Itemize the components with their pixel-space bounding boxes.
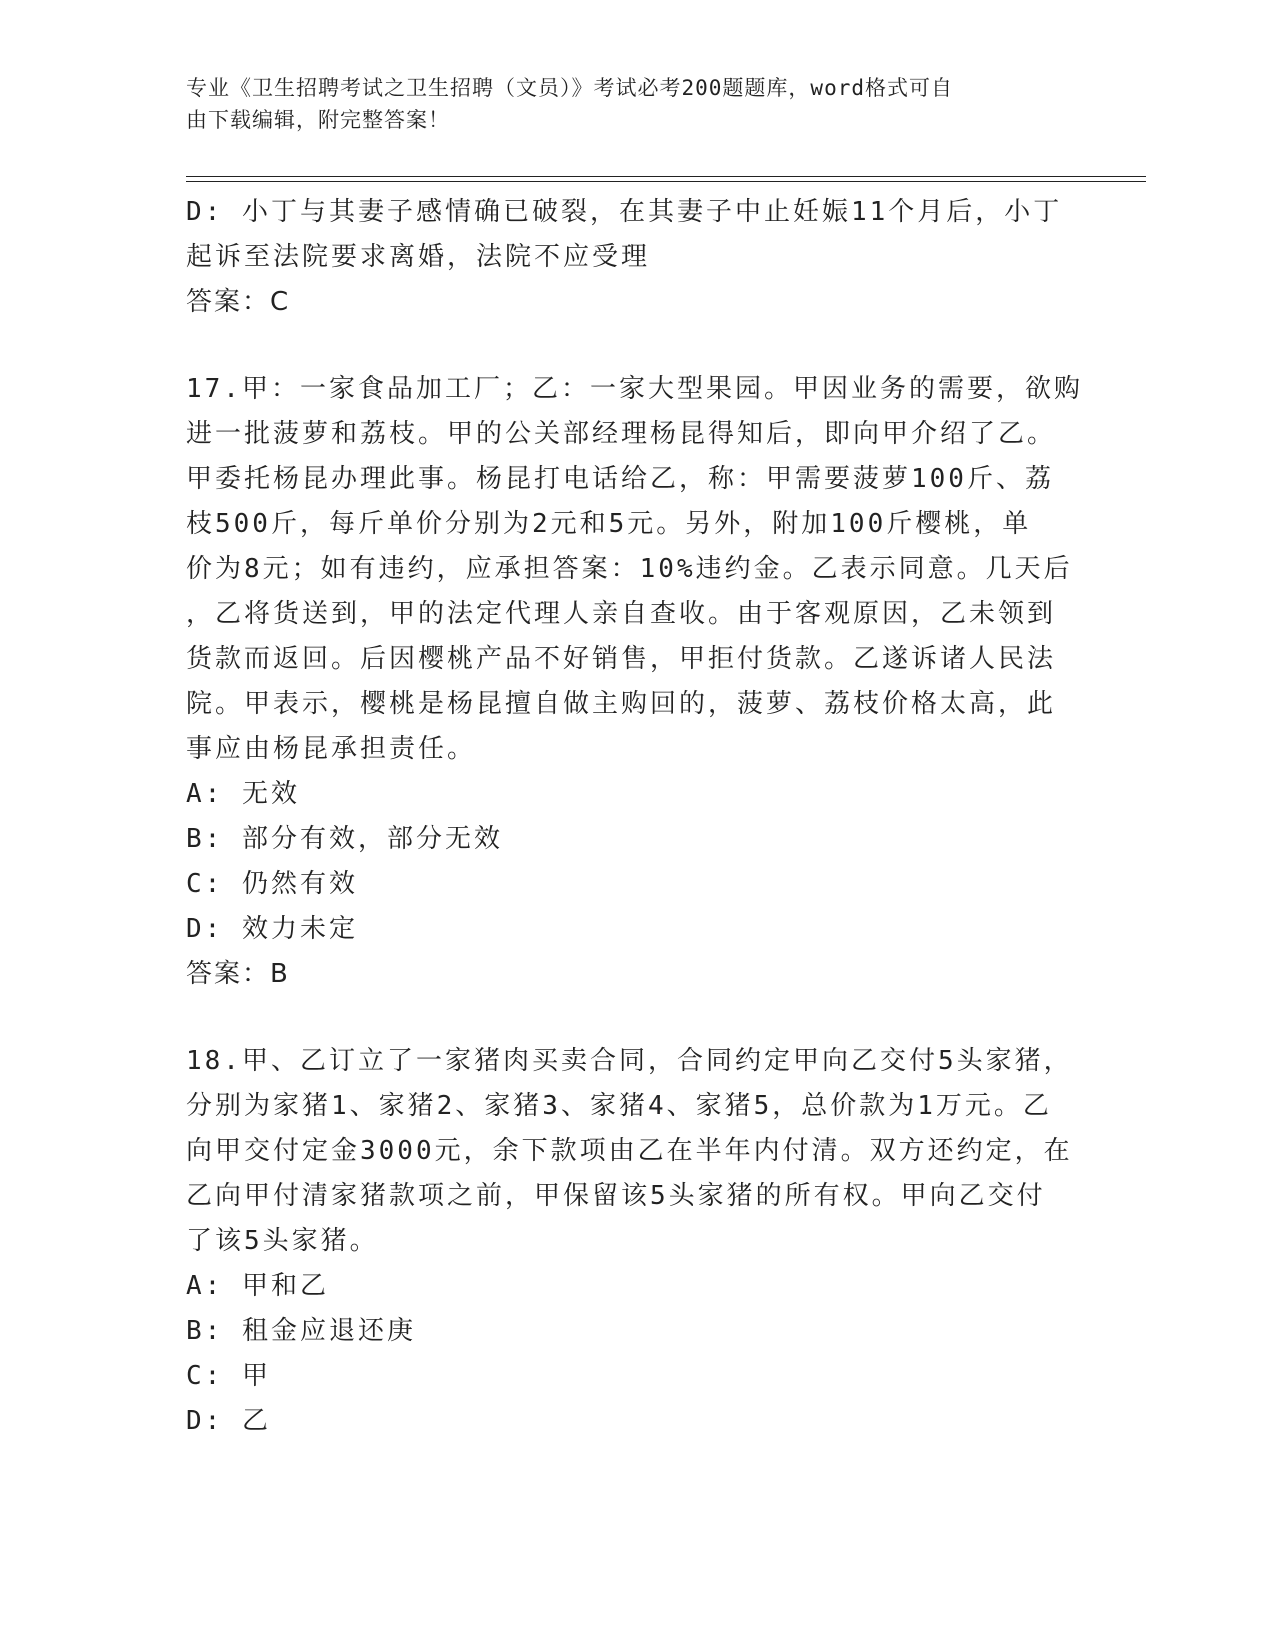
question-18-option-a: A: 甲和乙 <box>186 1271 329 1301</box>
question-17-option-c: C: 仍然有效 <box>186 869 358 899</box>
question-17-line-7: 货款而返回。后因樱桃产品不好销售，甲拒付货款。乙遂诉诸人民法 <box>186 644 1057 674</box>
header-line-2: 由下载编辑，附完整答案！ <box>186 108 450 132</box>
header-line-1: 专业《卫生招聘考试之卫生招聘（文员）》考试必考200题题库，word格式可自 <box>186 76 953 100</box>
document-body <box>186 190 1086 1444</box>
question-17 <box>186 367 1086 997</box>
header-divider-top <box>186 176 1146 177</box>
spacer <box>186 325 1086 367</box>
question-18-line-4: 乙向甲付清家猪款项之前，甲保留该5头家猪的所有权。甲向乙交付 <box>186 1181 1046 1211</box>
question-18-option-d: D: 乙 <box>186 1406 271 1436</box>
answer-17: 答案：B <box>186 959 290 989</box>
answer-16: 答案：C <box>186 287 291 317</box>
option-d-line-2: 起诉至法院要求离婚，法院不应受理 <box>186 242 651 272</box>
question-17-option-b: B: 部分有效，部分无效 <box>186 824 503 854</box>
question-17-line-9: 事应由杨昆承担责任。 <box>186 734 477 764</box>
spacer <box>186 997 1086 1039</box>
question-16-tail <box>186 190 1086 325</box>
question-17-line-2: 进一批菠萝和荔枝。甲的公关部经理杨昆得知后，即向甲介绍了乙。 <box>186 419 1057 449</box>
option-d-line-1: D: 小丁与其妻子感情确已破裂，在其妻子中止妊娠11个月后，小丁 <box>186 197 1063 227</box>
question-17-line-3: 甲委托杨昆办理此事。杨昆打电话给乙，称：甲需要菠萝100斤、荔 <box>186 464 1054 494</box>
question-18-option-b: B: 租金应退还庚 <box>186 1316 416 1346</box>
question-18-line-1: 18.甲、乙订立了一家猪肉买卖合同，合同约定甲向乙交付5头家猪， <box>186 1046 1073 1076</box>
question-17-line-4: 枝500斤，每斤单价分别为2元和5元。另外，附加100斤樱桃，单 <box>186 509 1032 539</box>
question-17-line-5: 价为8元；如有违约，应承担答案：10%违约金。乙表示同意。几天后 <box>186 554 1073 584</box>
question-18-option-c: C: 甲 <box>186 1361 271 1391</box>
question-18 <box>186 1039 1086 1444</box>
question-17-line-8: 院。甲表示，樱桃是杨昆擅自做主购回的，菠萝、荔枝价格太高，此 <box>186 689 1057 719</box>
question-18-line-2: 分别为家猪1、家猪2、家猪3、家猪4、家猪5，总价款为1万元。乙 <box>186 1091 1052 1121</box>
question-18-line-5: 了该5头家猪。 <box>186 1226 379 1256</box>
header-divider-bottom <box>186 181 1146 182</box>
question-17-line-1: 17.甲：一家食品加工厂；乙：一家大型果园。甲因业务的需要，欲购 <box>186 374 1083 404</box>
question-17-option-d: D: 效力未定 <box>186 914 358 944</box>
question-17-line-6: ，乙将货送到，甲的法定代理人亲自查收。由于客观原因，乙未领到 <box>186 599 1057 629</box>
page-header <box>186 72 1066 136</box>
question-18-line-3: 向甲交付定金3000元，余下款项由乙在半年内付清。双方还约定，在 <box>186 1136 1073 1166</box>
question-17-option-a: A: 无效 <box>186 779 300 809</box>
